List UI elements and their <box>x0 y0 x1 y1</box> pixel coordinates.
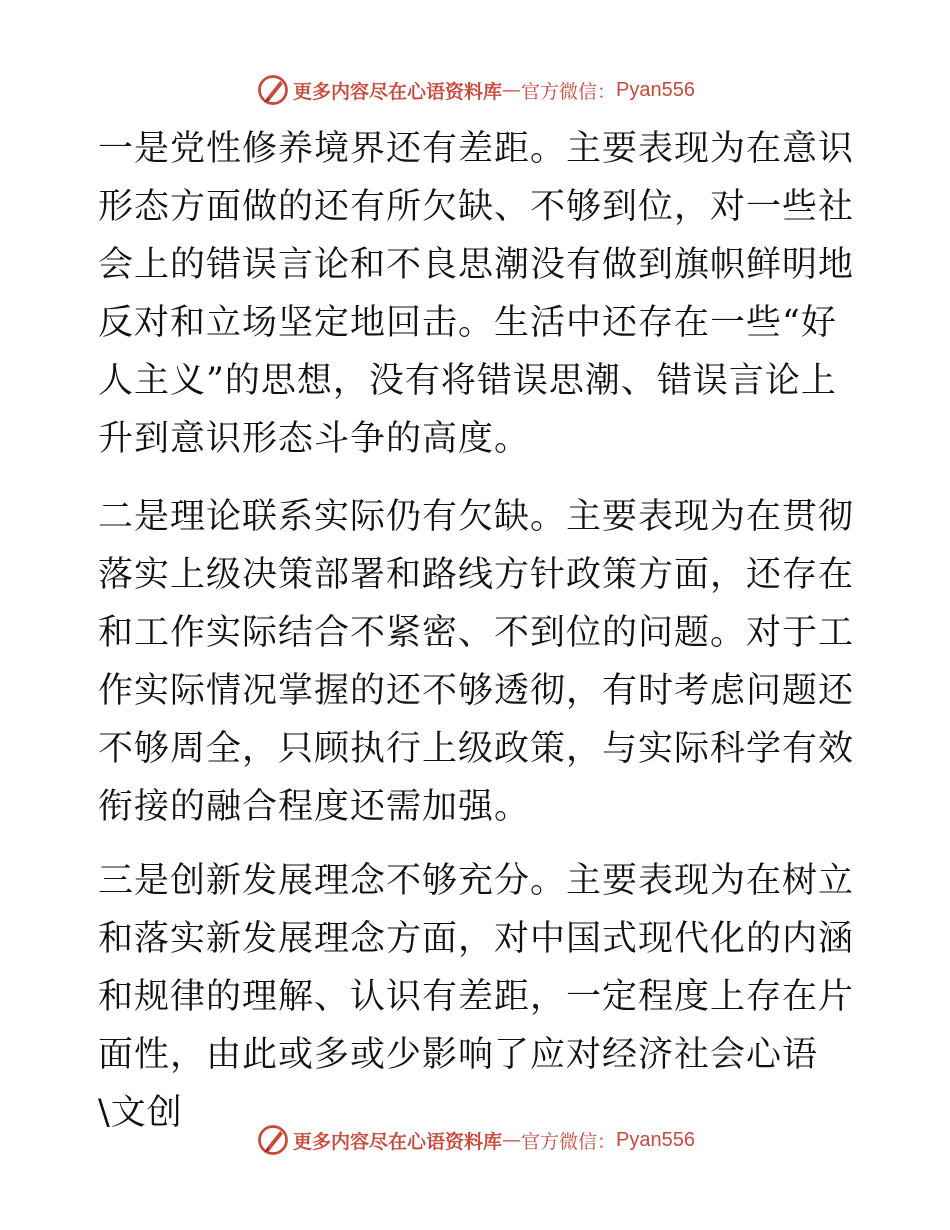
footer-watermark <box>0 1120 950 1160</box>
paragraph-3: 三是创新发展理念不够充分。主要表现为在树立和落实新发展理念方面，对中国式现代化的内涵和规律的理解、认识有差距，一定程度上存在片面性，由此或多或少影响了应对经济社会心语\文创 <box>98 861 855 1133</box>
pen-nib-logo-icon <box>255 1122 291 1158</box>
header-site-text: 更多内容尽在心语资料库 <box>293 80 503 103</box>
paragraph-2: 二是理论联系实际仍有欠缺。主要表现为在贯彻落实上级决策部署和路线方针政策方面，还存在和工作实际结合不紧密、不到位的问题。对于工作实际情况掌握的还不够透彻，有时考虑问题还不够周全，只顾执行上级政策，与实际科学有效衔接的融合程度还需加强。 <box>98 497 855 827</box>
header-wechat-label: 官方微信： <box>521 80 617 103</box>
pen-nib-logo-icon <box>255 72 291 108</box>
header-dash: — <box>502 79 522 101</box>
footer-site-text: 更多内容尽在心语资料库 <box>293 1130 503 1153</box>
footer-dash: — <box>502 1129 522 1151</box>
footer-account: Pyan556 <box>616 1128 695 1151</box>
footer-wechat-label: 官方微信： <box>521 1130 617 1153</box>
paragraph-1: 一是党性修养境界还有差距。主要表现为在意识形态方面做的还有所欠缺、不够到位，对一些社会上的错误言论和不良思潮没有做到旗帜鲜明地反对和立场坚定地回击。生活中还存在一些“好人主义”的思想，没有将错误思潮、错误言论上升到意识形态斗争的高度。 <box>98 129 855 459</box>
header-account: Pyan556 <box>616 78 695 101</box>
header-watermark <box>0 70 950 110</box>
